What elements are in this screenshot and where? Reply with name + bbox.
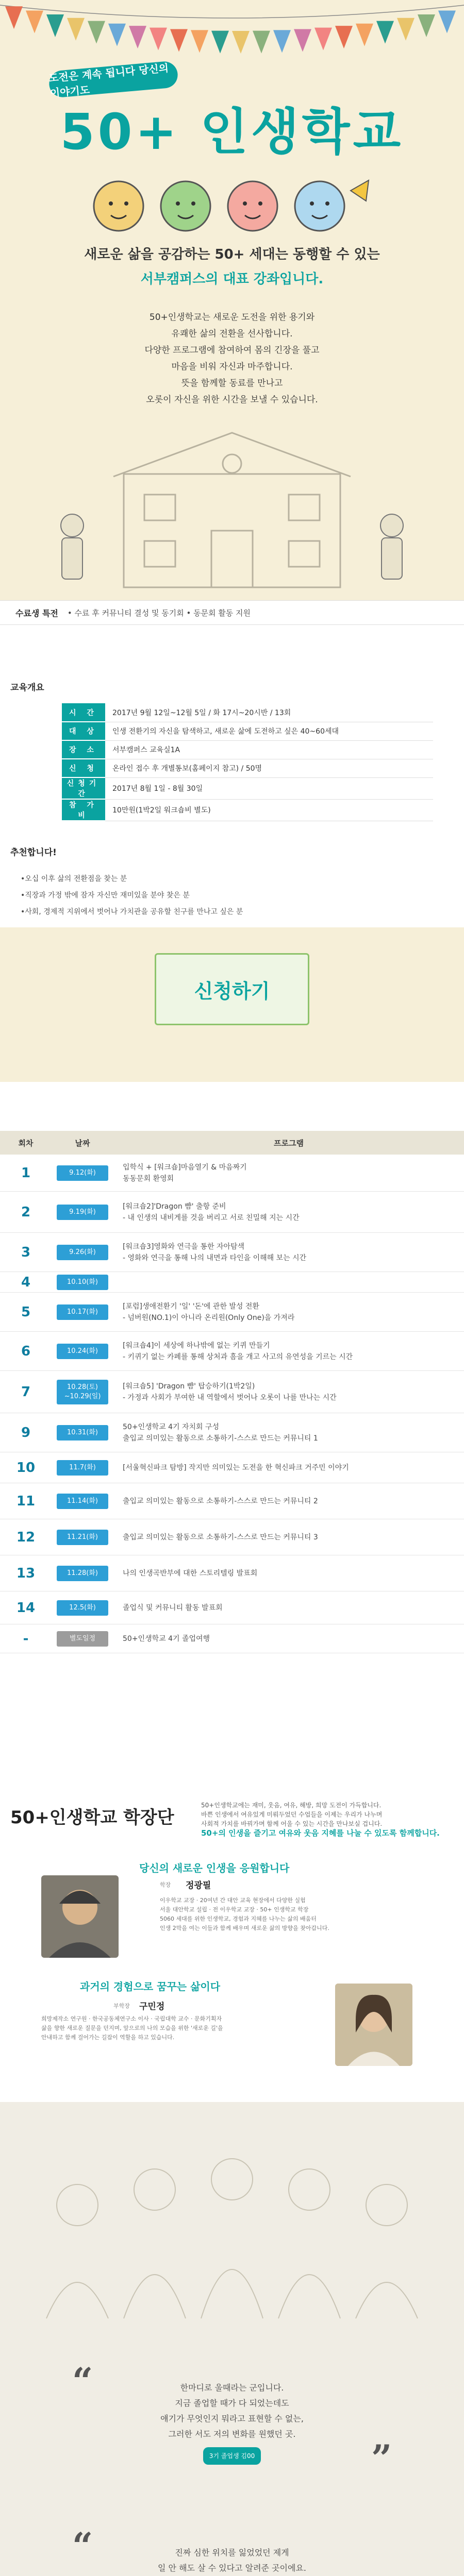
program-line: [워크숍3]영화와 연극을 통한 자아탐색	[123, 1242, 245, 1251]
overview-key: 시 간	[62, 703, 105, 722]
hero-desc-line: 마음을 비워 자신과 마주합니다.	[171, 362, 293, 372]
schedule-row	[0, 1332, 464, 1371]
bunting-flag	[356, 24, 373, 46]
schedule-row	[0, 1272, 464, 1293]
header-program: 프로그램	[274, 1138, 304, 1148]
session-date-badge: 10.28(토) ~10.29(일)	[57, 1380, 108, 1404]
principal-intro-line: 50+의 인생을 즐기고 여유와 웃음 지혜를 나눌 수 있도록 함께합니다.	[201, 1828, 440, 1838]
program-cell	[113, 1568, 464, 1579]
principal-intro	[201, 1801, 454, 1838]
bunting-flag	[438, 10, 456, 33]
bunting-flag	[191, 30, 208, 53]
bio-line: 5060 세대를 위한 인생학교, 경험과 지혜를 나누는 삶의 배움터	[160, 1916, 317, 1922]
vice-principal-name: 구민정	[139, 2002, 165, 2012]
session-date-badge: 9.26(화)	[57, 1245, 108, 1260]
overview-value: 온라인 접수 후 개별통보(홈페이지 참고) / 50명	[105, 759, 433, 777]
bunting-flag	[376, 21, 394, 44]
recommend-list	[21, 871, 243, 920]
session-date-badge: 10.17(화)	[57, 1304, 108, 1320]
hero-desc-line: 50+인생학교는 새로운 도전을 위한 용기와	[149, 312, 315, 323]
program-cell	[113, 1496, 464, 1507]
bunting-flag	[150, 28, 167, 50]
session-number: 11	[16, 1493, 36, 1509]
overview-row	[62, 740, 433, 759]
session-number: 13	[16, 1565, 36, 1581]
program-line: 출입교 의미있는 활동으로 소통하기-스스로 만드는 커뮤니티 2	[123, 1497, 318, 1505]
overview-row	[62, 722, 433, 740]
bunting-flag	[26, 10, 43, 33]
program-line: 50+인생학교 4기 졸업여행	[123, 1634, 210, 1643]
session-date-badge: 11.28(화)	[57, 1566, 108, 1581]
testimonial-line: 지금 졸업할 때가 다 되었는데도	[175, 2398, 289, 2408]
testimonial-line: 한마디로 울때라는 군입니다.	[180, 2383, 284, 2393]
schedule-row	[0, 1483, 464, 1519]
bunting-flag	[129, 26, 146, 48]
open-quote-icon: “	[72, 2524, 93, 2567]
bunting-flags-decoration	[0, 0, 464, 62]
schedule-row	[0, 1519, 464, 1555]
principal-intro-line: 바쁜 인생에서 여유있게 미뤄두었던 수업들을 이제는 우리가 나누며	[201, 1811, 383, 1818]
schedule-row	[0, 1624, 464, 1653]
overview-key: 신 청	[62, 759, 105, 777]
testimonial-line: 얘기가 무엇인지 뭐라고 표현할 수 없는,	[160, 2414, 304, 2424]
session-number: 10	[16, 1460, 36, 1476]
overview-key: 대 상	[62, 722, 105, 740]
bunting-flag	[67, 18, 85, 41]
hero-description	[0, 309, 464, 408]
hero-subtitle-line-1: 새로운 삶을 공감하는 50+ 세대는 동행할 수 있는	[84, 247, 380, 262]
vice-principal-caption: 과거의 경험으로 꿈꾸는 삶이다	[80, 1980, 221, 1993]
hero-desc-line: 다양한 프로그램에 참여하여 몸의 긴장을 풀고	[144, 345, 320, 355]
bunting-flag	[232, 31, 250, 54]
overview-key: 참 가 비	[62, 799, 105, 821]
session-date-badge: 9.19(화)	[57, 1205, 108, 1220]
session-date-badge: 11.7(화)	[57, 1460, 108, 1476]
program-line: [포럼]생애전환기 '일' '돈'에 관한 발성 전환	[123, 1302, 259, 1311]
schedule-row	[0, 1293, 464, 1332]
recommend-title: 추천합니다!	[10, 848, 57, 858]
program-cell	[113, 1301, 464, 1324]
overview-row	[62, 759, 433, 777]
principal-intro-line: 사회적 가치를 바꿔가며 함께 어울 수 있는 시간을 만나보실 겁니다.	[201, 1820, 383, 1827]
program-cell	[113, 1201, 464, 1224]
bunting-flag	[253, 31, 270, 54]
overview-value: 인생 전환기의 자신을 탐색하고, 새로운 삶에 도전하고 싶은 40~60세대	[105, 722, 433, 740]
header-date: 날짜	[75, 1138, 90, 1148]
principal-caption: 당신의 새로운 인생을 응원합니다	[139, 1862, 290, 1874]
bunting-flag	[397, 18, 415, 41]
schedule-row	[0, 1413, 464, 1452]
session-number: 9	[21, 1425, 31, 1440]
recommend-item: •오십 이후 삶의 전환점을 찾는 분	[21, 875, 127, 883]
schedule-row	[0, 1591, 464, 1624]
recommend-item: •직장과 가정 밖에 잠자 자신만 재미있을 분야 찾은 분	[21, 891, 190, 900]
overview-value: 10만원(1박2일 워크숍비 별도)	[105, 799, 433, 821]
bio-line: 인생 2막을 여는 이들과 함께 배우며 새로운 삶의 방향을 찾아갑니다.	[160, 1925, 329, 1931]
bio-line: 안내하고 함께 걸어가는 길잡이 역할을 하고 있습니다.	[41, 2034, 175, 2041]
bunting-flag	[273, 30, 291, 53]
testimonial	[0, 2380, 464, 2465]
program-line: [워크숍2]'Dragon 뺨' 출항 준비	[123, 1202, 226, 1211]
session-number: 1	[21, 1165, 31, 1181]
session-number: 6	[21, 1343, 31, 1359]
testimonial-line: 그러한 서도 저의 변화를 원했던 곳.	[168, 2429, 296, 2439]
program-line: 나의 인생곡반부에 대한 스토리텔링 발표회	[123, 1569, 258, 1578]
hero-subtitle	[0, 242, 464, 292]
session-date-badge: 9.12(화)	[57, 1165, 108, 1181]
people-illustration	[0, 2102, 464, 2360]
overview-value: 2017년 9월 12일~12월 5일 / 화 17시~20시반 / 13회	[105, 703, 433, 722]
session-date-badge: 11.21(화)	[57, 1530, 108, 1545]
schedule-row	[0, 1233, 464, 1272]
close-quote-icon: ”	[371, 2437, 392, 2480]
bio-line: 희망제작소 연구원 · 한국공동체연구소 이사 · 국립대학 교수 · 문화기획자	[41, 2015, 222, 2022]
bunting-flag	[5, 6, 23, 29]
bunting-flag	[294, 29, 311, 52]
testimonial-author: 3기 졸업생 김00	[203, 2447, 261, 2465]
program-cell	[113, 1162, 464, 1184]
overview-row	[62, 703, 433, 722]
hero-subtitle-line-2: 서부캠퍼스의 대표 강좌입니다.	[140, 272, 324, 287]
school-building-illustration	[41, 412, 423, 598]
program-line: 졸업식 및 커뮤니티 활동 발표회	[123, 1603, 223, 1612]
program-line: - 영화와 연극을 통해 나의 내면과 타인을 이해해 보는 시간	[123, 1253, 307, 1262]
bunting-flag	[211, 31, 229, 54]
testimonial-line: 진짜 심한 위치를 잃었었던 제게	[175, 2548, 289, 2557]
bunting-flag	[108, 24, 126, 46]
overview-key: 장 소	[62, 740, 105, 759]
program-cell	[113, 1602, 464, 1614]
hero-section	[0, 0, 464, 600]
principal-section-title	[10, 1803, 174, 1828]
program-line: 50+인생학교 4기 자치회 구성	[123, 1422, 220, 1431]
bunting-flag	[46, 14, 64, 37]
program-cell	[113, 1532, 464, 1543]
program-line: 동동문회 환영회	[123, 1174, 174, 1183]
session-date-badge: 12.5(화)	[57, 1600, 108, 1616]
session-number: 3	[21, 1244, 31, 1260]
program-cell	[113, 1462, 464, 1473]
schedule-row	[0, 1155, 464, 1192]
session-number: -	[23, 1631, 29, 1647]
session-number: 12	[16, 1529, 36, 1545]
overview-row	[62, 777, 433, 799]
recommend-item: •사회, 경제적 지위에서 벗어나 가치관을 공유할 친구를 만나고 싶은 분	[21, 908, 243, 916]
overview-key: 신청기간	[62, 777, 105, 799]
bio-line: 이우학교 교장 · 20여년 간 대안 교육 현장에서 다양한 실험	[160, 1897, 306, 1904]
session-number: 4	[21, 1274, 31, 1290]
session-number: 7	[21, 1384, 31, 1400]
program-line: [서울혁신파크 탐방] 작지만 의미있는 도전을 한 혁신파크 거주민 이야기	[123, 1463, 349, 1472]
bunting-flag	[88, 21, 105, 44]
program-line: 출입교 의미있는 활동으로 소통하기-스스로 만드는 커뮤니티 1	[123, 1434, 318, 1443]
session-date-badge: 10.31(화)	[57, 1425, 108, 1440]
schedule-row	[0, 1555, 464, 1591]
principal-intro-line: 50+인생학교에는 재미, 웃음, 여유, 해방, 희망 도전이 가득합니다.	[201, 1802, 382, 1809]
vice-principal-photo	[335, 1984, 412, 2066]
hero-desc-line: 유쾌한 삶의 전환을 선사합니다.	[171, 329, 293, 339]
program-cell	[113, 1241, 464, 1264]
session-date-badge: 11.14(화)	[57, 1494, 108, 1509]
vice-principal-bio	[41, 2014, 309, 2042]
open-quote-icon: “	[72, 2360, 93, 2402]
principal-photo	[41, 1875, 119, 1958]
overview-title: 교육개요	[10, 683, 44, 693]
bunting-flag	[170, 29, 188, 52]
bio-line: 삶을 향한 새로운 질문을 던지며, 앞으로의 나의 모습을 위한 '새로운 길'을	[41, 2025, 223, 2031]
program-line: - 넘버원(NO.1)이 아니라 온리원(Only One)을 가져라	[123, 1313, 295, 1322]
schedule-row	[0, 1452, 464, 1483]
schedule-header	[0, 1131, 464, 1155]
program-line: 입학식 + [워크숍]마음열기 & 마음짜기	[123, 1163, 247, 1172]
program-line: 출입교 의미있는 활동으로 소통하기-스스로 만드는 커뮤니티 3	[123, 1533, 318, 1541]
bunting-flag	[418, 14, 435, 37]
program-line: [워크숍4]이 세상에 하나밖에 없는 키퀴 만들기	[123, 1341, 270, 1350]
principal-bio	[160, 1896, 428, 1933]
schedule-row	[0, 1192, 464, 1233]
program-cell	[113, 1340, 464, 1363]
session-number: 2	[21, 1204, 31, 1220]
session-date-badge: 10.24(화)	[57, 1344, 108, 1359]
apply-button[interactable]: 신청하기	[155, 953, 309, 1025]
overview-row	[62, 799, 433, 821]
program-cell	[113, 1381, 464, 1403]
program-line: - 내 인생의 내비게를 것을 버리고 서로 친밀해 지는 시간	[123, 1213, 300, 1222]
hero-title: 50+ 인생학교	[60, 103, 404, 161]
faces-illustration	[88, 170, 376, 237]
benefits-label: 수료생 특전	[15, 608, 58, 618]
program-line: - 키퀴기 없는 카페를 통해 상처과 흠을 개고 사고의 유연성을 기르는 시간	[123, 1352, 353, 1361]
testimonial-line: 일 안 해도 살 수 있다고 알려준 곳이에요.	[158, 2563, 306, 2573]
session-date-badge: 10.10(화)	[57, 1275, 108, 1290]
session-number: 5	[21, 1304, 31, 1320]
program-line: [워크숍5] 'Dragon 뺨' 탑승하기(1박2일)	[123, 1382, 255, 1391]
benefits-text: • 수료 후 커뮤니티 결성 및 동기회 • 동문회 활동 지원	[67, 608, 251, 618]
schedule-table	[0, 1155, 464, 1653]
overview-value: 서부캠퍼스 교육실1A	[105, 740, 433, 759]
hero-desc-line: 오롯이 자신을 위한 시간을 보낼 수 있습니다.	[146, 395, 318, 405]
session-date-badge: 별도일정	[57, 1631, 108, 1647]
session-number: 14	[16, 1600, 36, 1616]
graduate-benefits-bar	[0, 600, 464, 625]
hero-badge: 도전은 계속 됩니다 당신의 이야기도	[48, 60, 179, 98]
program-cell	[113, 1633, 464, 1645]
testimonial	[0, 2545, 464, 2576]
principal-name: 정광필	[186, 1880, 211, 1891]
schedule-row	[0, 1371, 464, 1413]
bunting-flag	[314, 28, 332, 50]
program-cell	[113, 1421, 464, 1444]
principal-role: 학장	[160, 1882, 171, 1888]
hero-desc-line: 뜻을 함께할 동료를 만나고	[181, 378, 283, 388]
bunting-flag	[335, 26, 353, 48]
testimonials-section	[0, 2102, 464, 2576]
bio-line: 서울 대안학교 설립 · 전 이우학교 교장 · 50+ 인생학교 학장	[160, 1906, 309, 1913]
overview-table	[62, 703, 433, 821]
vice-principal-role: 부학장	[113, 2003, 130, 2009]
overview-value: 2017년 8월 1일 - 8월 30일	[105, 777, 433, 799]
header-session: 회차	[18, 1138, 34, 1148]
principal-title-text: 50+인생학교 학장단	[10, 1807, 174, 1828]
program-line: - 가정과 사회가 부여한 내 역할에서 벗어나 오롯이 나를 만나는 시간	[123, 1393, 337, 1402]
